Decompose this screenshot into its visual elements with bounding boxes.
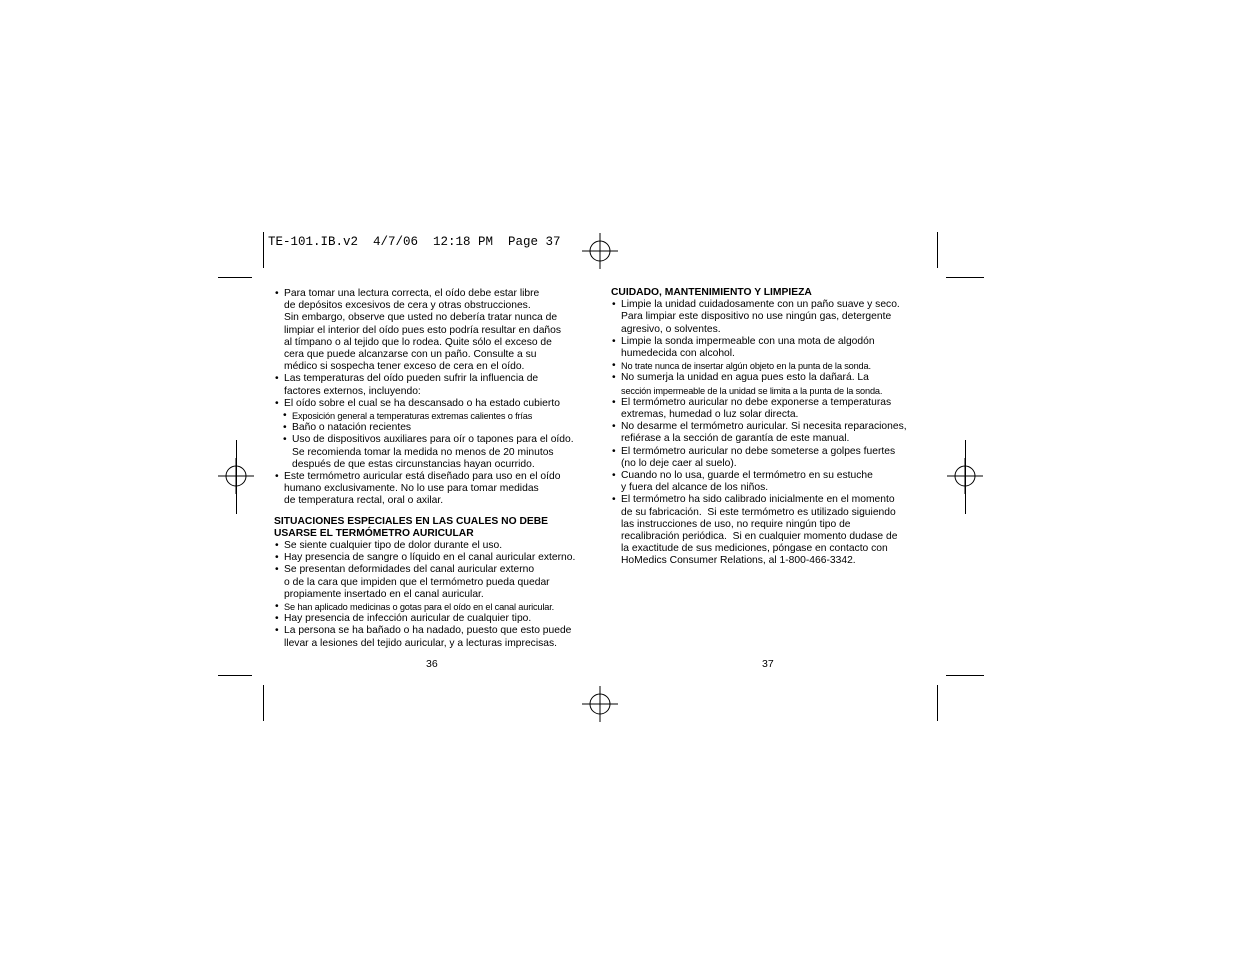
text-line: • Las temperaturas del oído pueden sufrir la influencia de [284,373,539,385]
text-line: humedecida con alcohol. [621,348,735,360]
page-number-left: 36 [426,658,438,670]
list-item [274,288,592,373]
text-line: • El oído sobre el cual se ha descansado o ha estado cubierto [284,397,560,409]
sub-list-item [274,410,592,422]
text-line: • Limpie la sonda impermeable con una mota de algodón [621,335,875,347]
text-line: las instrucciones de uso, no require ningún tipo de [621,518,851,530]
list-item [274,540,592,552]
text-line: • Hay presencia de sangre o líquido en el canal auricular externo. [284,552,576,564]
text-line: • Se presentan deformidades del canal auricular externo [284,564,535,576]
registration-crosshair-icon [582,686,618,722]
text-line: recalibración periódica. Si en cualquier momento dudase de [621,531,898,543]
text-line: Para limpiar este dispositivo no use ningún gas, detergente [621,311,892,323]
crop-mark-top-left-h [218,277,252,278]
text-line: después de que estas circunstancias hayan ocurrido. [292,458,535,470]
text-line: al tímpano o al tejido que lo rodea. Quite sólo el exceso de [284,336,552,348]
crop-mark-bottom-left-v [263,685,264,721]
crop-mark-bottom-right-v [937,685,938,721]
list-item [611,360,929,372]
registration-line-left [236,440,237,514]
list-item [274,613,592,625]
registration-crosshair-icon [582,233,618,269]
text-line: • Se siente cualquier tipo de dolor durante el uso. [284,540,503,552]
list-item [274,398,592,410]
text-line: • El termómetro auricular no debe someterse a golpes fuertes [621,445,896,457]
list-item [274,471,592,508]
list-item [611,299,929,336]
text-line: agresivo, o solventes. [621,323,721,335]
text-line: • No sumerja la unidad en agua pues esto la dañará. La [621,372,869,384]
text-line: y fuera del alcance de los niños. [621,482,769,494]
text-line: humano exclusivamente. No lo use para tomar medidas [284,483,539,495]
text-line: • Se han aplicado medicinas o gotas para el oído en el canal auricular. [284,602,555,613]
crop-mark-top-left-v [263,232,264,268]
text-line: de temperatura rectal, oral o axilar. [284,495,444,507]
text-line: • Uso de dispositivos auxiliares para oír o tapones para el oído. [292,434,574,446]
text-line: • No trate nunca de insertar algún objeto en la punta de la sonda. [621,361,871,372]
text-line: Se recomienda tomar la medida no menos de 20 minutos [292,446,554,458]
section-heading: CUIDADO, MANTENIMIENTO Y LIMPIEZA [611,287,812,298]
printer-slug: TE-101.IB.v2 4/7/06 12:18 PM Page 37 [268,235,561,249]
text-line: • Hay presencia de infección auricular de cualquier tipo. [284,613,532,625]
text-line: • Cuando no lo usa, guarde el termómetro en su estuche [621,470,873,482]
text-line: • La persona se ha bañado o ha nadado, puesto que esto puede [284,625,572,637]
text-line: limpiar el interior del oído pues esto podría resultar en daños [284,324,562,336]
crop-mark-top-right-v [937,232,938,268]
sub-list-item [274,422,592,434]
text-line: Sin embargo, observe que usted no debería tratar nunca de [284,312,558,324]
list-item [274,373,592,397]
text-line: • Para tomar una lectura correcta, el oído debe estar libre [284,288,540,299]
list-item [611,397,929,421]
text-line: de depósitos excesivos de cera y otras obstrucciones. [284,300,531,312]
crop-mark-bottom-left-h [218,675,252,676]
crop-mark-top-right-h [946,277,984,278]
list-item [611,446,929,470]
text-line: • No desarme el termómetro auricular. Si necesita reparaciones, [621,421,907,433]
text-line: médico si sospecha tener exceso de cera en el oído. [284,361,525,373]
list-item [611,470,929,494]
text-line: sección impermeable de la unidad se limita a la punta de la sonda. [621,385,883,396]
crop-mark-bottom-right-h [946,675,984,676]
registration-line-right [965,440,966,514]
text-line: cera que puede alcanzarse con un paño. Consulte a su [284,349,537,361]
text-line: extremas, humedad o luz solar directa. [621,409,799,421]
list-item [274,601,592,613]
text-line: la exactitude de sus mediciones, póngase en contacto con [621,543,888,555]
section-heading: SITUACIONES ESPECIALES EN LAS CUALES NO DEBE [274,515,549,527]
sub-list-item [274,434,592,471]
text-line: • El termómetro auricular no debe exponerse a temperaturas [621,396,892,408]
text-line: refiérase a la sección de garantía de este manual. [621,433,850,445]
text-line: • Este termómetro auricular está diseñado para uso en el oído [284,471,561,483]
text-line: HoMedics Consumer Relations, al 1-800-466-3342. [621,555,856,567]
list-item [274,625,592,649]
spacer [274,508,592,516]
left-page-column [274,288,592,650]
text-line: • Limpie la unidad cuidadosamente con un paño suave y seco. [621,299,900,311]
text-line: • El termómetro ha sido calibrado inicialmente en el momento [621,494,895,506]
text-line: factores externos, incluyendo: [284,385,421,397]
list-item [274,564,592,601]
text-line: llevar a lesiones del tejido auricular, y a lecturas imprecisas. [284,637,557,649]
text-line: • Baño o natación recientes [292,422,412,434]
list-item [611,372,929,396]
list-item [611,336,929,360]
list-item [611,494,929,567]
text-line: (no lo deje caer al suelo). [621,457,737,469]
list-item [611,421,929,445]
text-line: • Exposición general a temperaturas extremas calientes o frías [292,411,533,422]
section-heading: USARSE EL TERMÓMETRO AURICULAR [274,527,474,539]
list-item [274,552,592,564]
text-line: de su fabricación. Si este termómetro es utilizado siguiendo [621,506,896,518]
text-line: propiamente insertado en el canal auricular. [284,588,484,600]
page-number-right: 37 [762,658,774,670]
right-page-column [611,287,929,568]
text-line: o de la cara que impiden que el termómetro pueda quedar [284,576,550,588]
